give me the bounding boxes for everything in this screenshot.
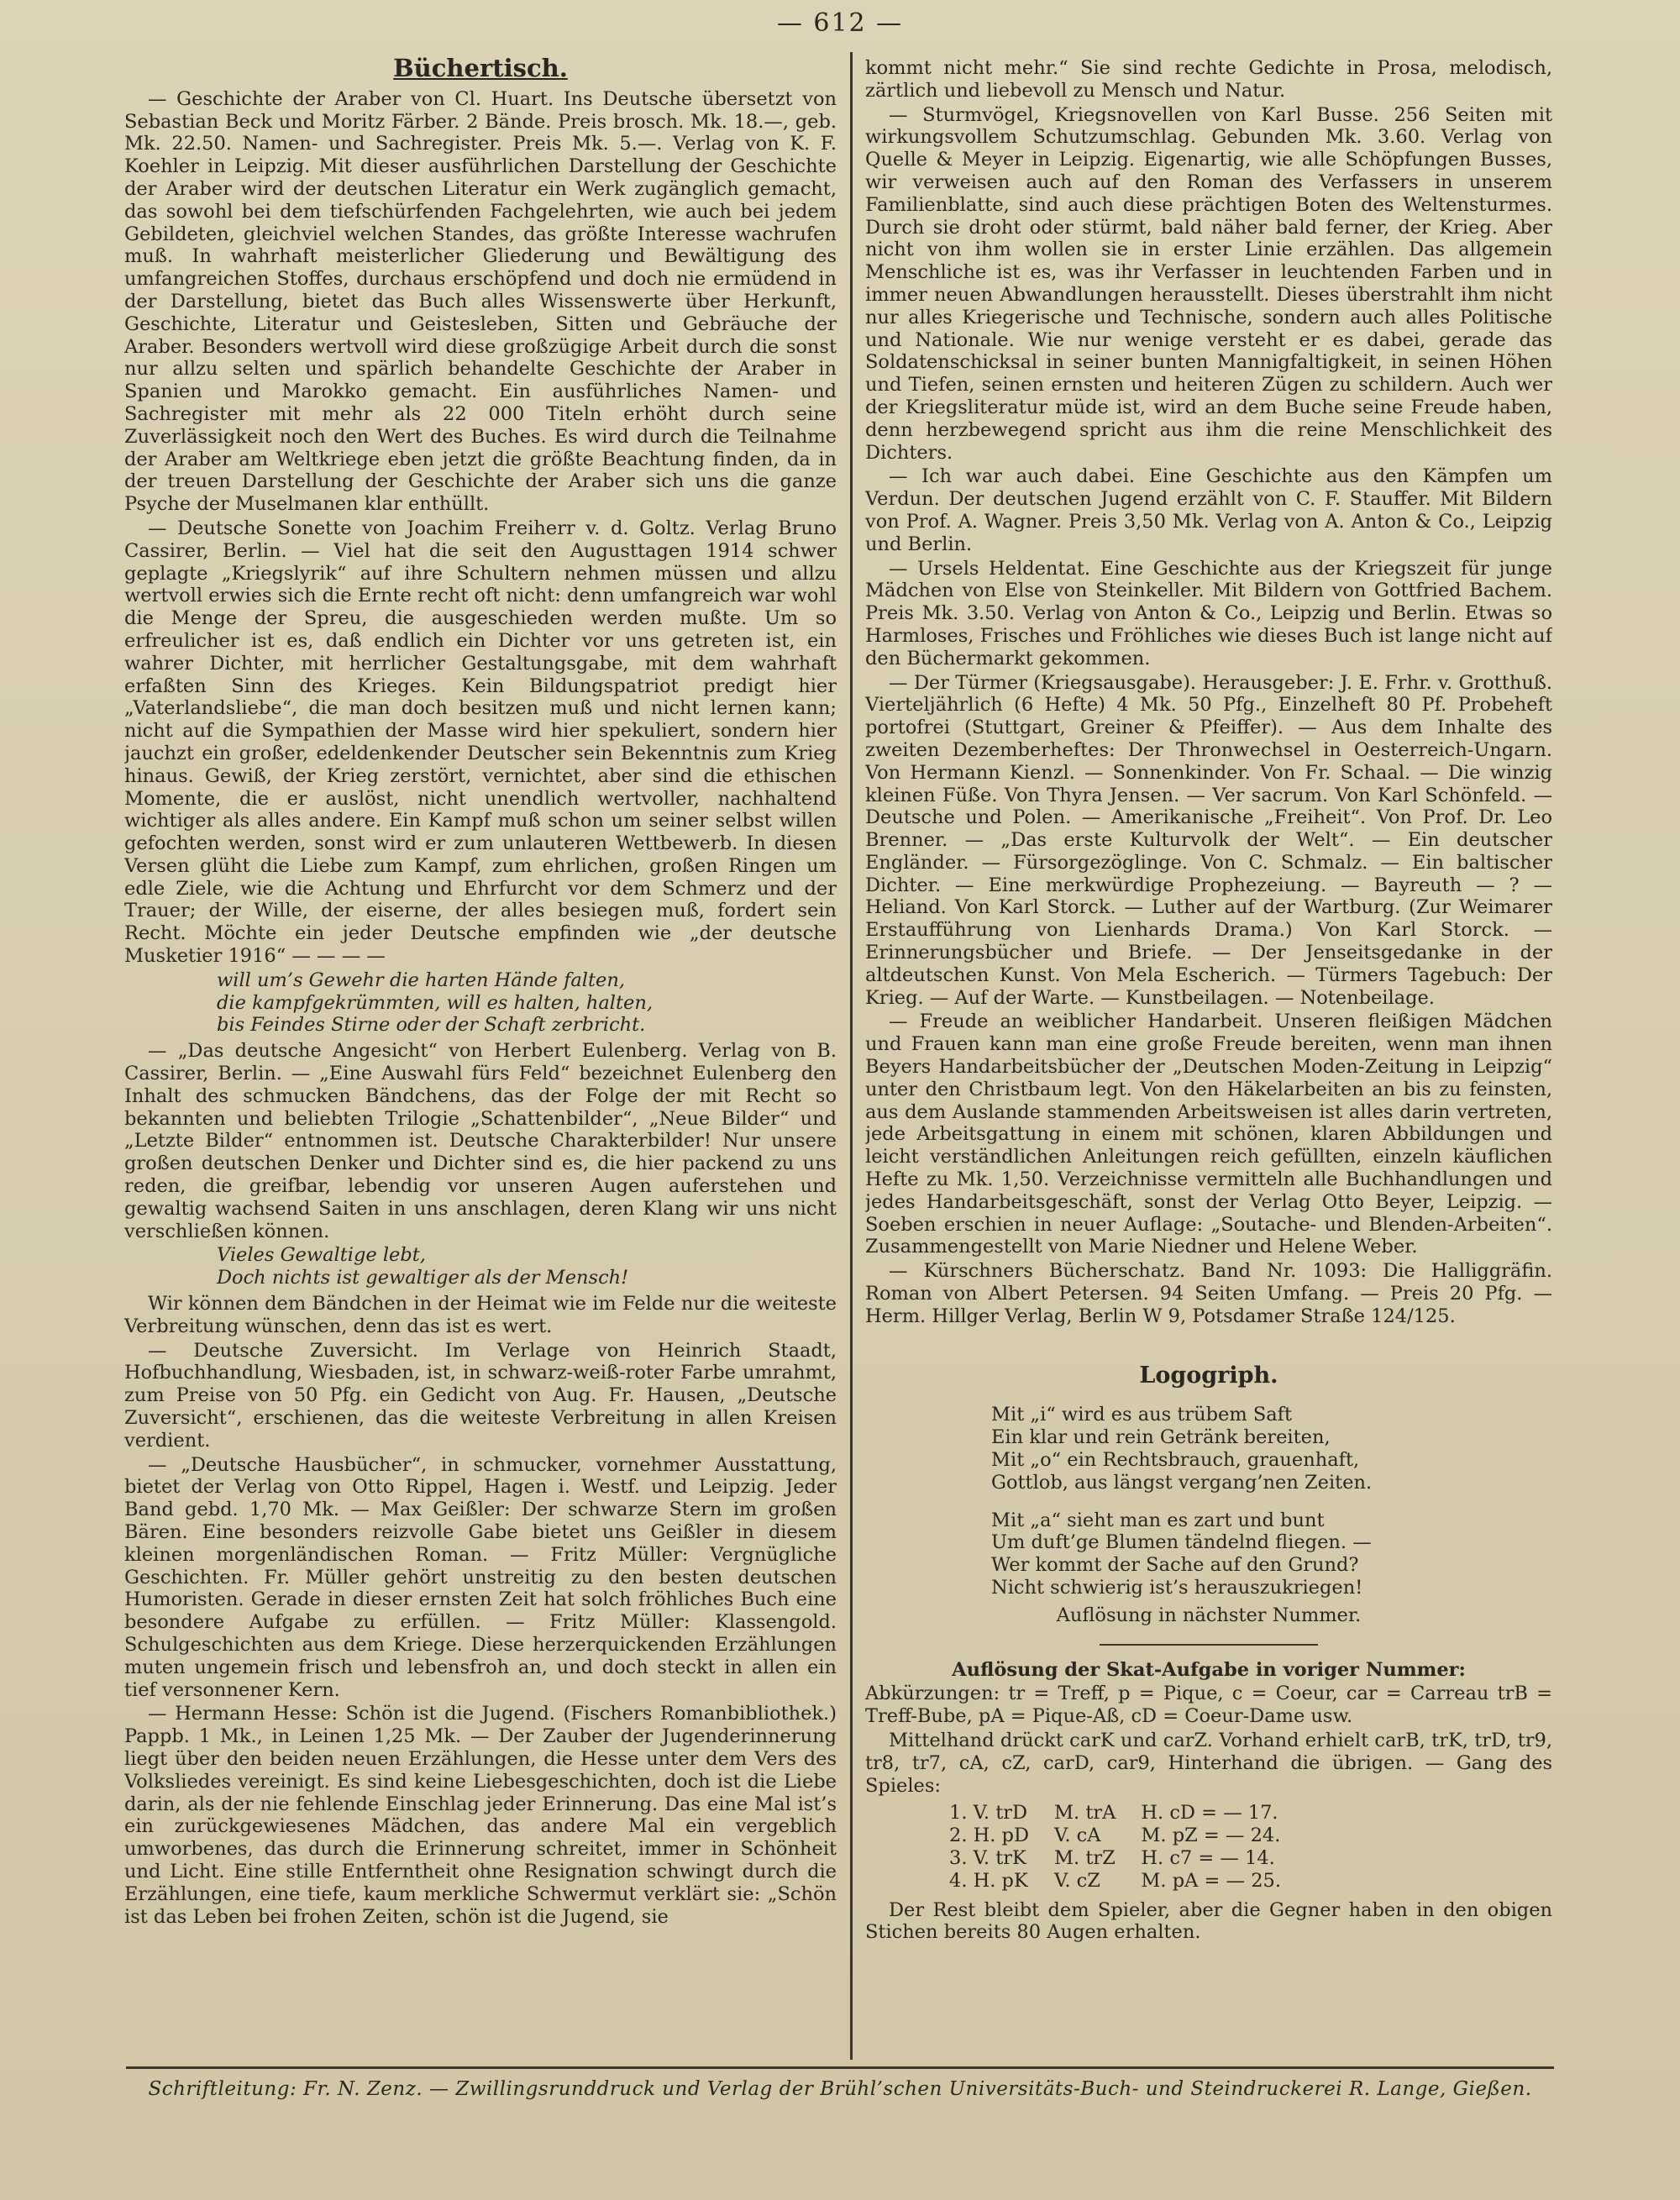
imprint-footer: Schriftleitung: Fr. N. Zenz. — Zwillingsrunddruck und Verlag der Brühl’schen Universitäts-Buch- und Steindruckerei R. Lange, Gießen. xyxy=(148,2078,1532,2100)
move-cell: 4. H. pK xyxy=(949,1869,1028,1892)
solution-text: Mittelhand drückt carK und carZ. Vorhand erhielt carB, trK, trD, tr9, tr8, tr7, cA, cZ, carD, car9, Hinterhand die übrigen. — Gang des Spieles: xyxy=(865,1729,1552,1797)
move-row xyxy=(949,1802,1306,1825)
review-hesse-cont: kommt nicht mehr.“ Sie sind rechte Gedichte in Prosa, melodisch, zärtlich und liebevoll zu Mensch und Natur. xyxy=(865,57,1552,102)
solution-title: Auflösung der Skat-Aufgabe in voriger Nummer: xyxy=(952,1658,1466,1681)
review-tuermer: — Der Türmer (Kriegsausgabe). Herausgeber: J. E. Frhr. v. Grotthuß. Vierteljährlich (6 Hefte) 4 Mk. 50 Pfg., Einzelheft 80 Pf. Probeheft portofrei (Stuttgart, Greiner & Pfeiffer). — Aus dem Inhalte des zweiten Dezemberheftes: Der Thronwechsel in Oesterreich-Ungarn. Von Hermann Kienzl. — Sonnenkinder. Von Fr. Schaal. — Die winzig kleinen Füße. Von Thyra Jensen. — Ver sacrum. Von Karl Schönfeld. — Deutsche und Polen. — Amerikanische „Freiheit“. Von Prof. Dr. Leo Brenner. — „Das erste Kulturvolk der Welt“. — Ein deutscher Engländer. — Fürsorgezöglinge. Von C. Schmalz. — Ein baltischer Dichter. — Eine merkwürdige Prophezeiung. — Bayreuth — ? — Heliand. Von Karl Storck. — Luther auf der Wartburg. (Zur Weimarer Erstaufführung von Lienhards Drama.) Von Karl Storck. — Erinnerungsbücher und Briefe. — Der Jenseitsgedanke in der altdeutschen Kunst. Von Mela Escherich. — Türmers Tagebuch: Der Krieg. — Auf der Warte. — Kunstbeilagen. — Notenbeilage. xyxy=(865,671,1552,1009)
logogriph-note: Auflösung in nächster Nummer. xyxy=(1056,1604,1362,1626)
quote-verse-musketier xyxy=(217,969,837,1037)
riddle-line: Gottlob, aus längst vergang’nen Zeiten. xyxy=(991,1471,1373,1494)
section-title: Büchertisch. xyxy=(393,57,568,82)
review-sturmvoegel: — Sturmvögel, Kriegsnovellen von Karl Busse. 256 Seiten mit wirkungsvollem Schutzumschlag. Gebunden Mk. 3.60. Verlag von Quelle & Meyer in Leipzig. Eigenartig, wie alle Schöpfungen Busses, wir verweisen auch auf den Roman des Verfassers in unserem Familienblatte, sind auch diese prächtigen Boten des Weltensturmes. Durch sie droht oder stürmt, bald näher bald ferner, der Krieg. Aber nicht von ihm wollen sie in erster Linie erzählen. Das allgemein Menschliche ist es, was ihr Verfasser in leuchtenden Farben und in immer neuen Abwandlungen herausstellt. Dieses überstrahlt ihm nicht nur alles Kriegerische und Technische, sondern auch alles Politische und Nationale. Wie nur wenige versteht er es dabei, gerade das Soldatenschicksal in seiner bunten Mannigfaltigkeit, in seinen Höhen und Tiefen, seinen ernsten und heiteren Zügen zu schildern. Auch wer der Kriegsliteratur müde ist, wird an dem Buche seine Freude haben, denn herzbewegend spricht aus ihm die reine Menschlichkeit des Dichters. xyxy=(865,103,1552,464)
logogriph-verse-2 xyxy=(991,1510,1552,1599)
riddle-line: Um duft’ge Blumen tändelnd fliegen. — xyxy=(991,1531,1372,1554)
review-hausbuecher: — „Deutsche Hausbücher“, in schmucker, vornehmer Ausstattung, bietet der Verlag von Otto Rippel, Hagen i. Westf. und Leipzig. Jeder Band gebd. 1,70 Mk. — Max Geißler: Der schwarze Stern im großen Bären. Eine besonders reizvolle Gabe bietet uns Geißler in diesem kleinen morgenländischen Roman. — Fritz Müller: Vergnügliche Geschichten. Fr. Müller gehört unstreitig zu den besten deutschen Humoristen. Gerade in dieser ernsten Zeit hat solch fröhliches Buch eine besondere Aufgabe zu erfüllen. — Fritz Müller: Klassengold. Schulgeschichten aus dem Kriege. Diese herzerquickenden Erzählungen muten ungemein frisch und lebensfroh an, und doch steckt in allen ein tief versonnener Kern. xyxy=(124,1453,837,1701)
move-cell: H. c7 = — 14. xyxy=(1141,1846,1275,1869)
review-hesse: — Hermann Hesse: Schön ist die Jugend. (Fischers Romanbibliothek.) Pappb. 1 Mk., in Leinen 1,25 Mk. — Der Zauber der Jugenderinnerung liegt über den beiden neuen Erzählungen, die Hesse unter dem Vers des Volksliedes vereinigt. Es sind keine Liebesgeschichten, doch ist die Liebe darin, als der nie fehlende Einschlag jeder Erinnerung. Das eine Mal ist’s ein zurückgewiesenes Mädchen, das andere Mal ein vergeblich umworbenes, das durch die Erinnerung schreitet, immer in Schönheit und Licht. Eine stille Entferntheit ohne Resignation schwingt durch die Erzählungen, eine tiefe, kaum merkliche Schwermut verklärt sie: „Schön ist das Leben bei frohen Zeiten, schön ist die Jugend, sie xyxy=(124,1703,837,1928)
move-cell: M. trA xyxy=(1054,1802,1116,1825)
review-ursel: — Ursels Heldentat. Eine Geschichte aus der Kriegszeit für junge Mädchen von Else von Steinkeller. Mit Bildern von Gottfried Bachem. Preis Mk. 3.50. Verlag von Anton & Co., Leipzig und Berlin. Etwas so Harmloses, Frisches und Fröhliches wie dieses Buch ist lange nicht auf den Büchermarkt gekommen. xyxy=(865,557,1552,669)
move-cell: M. pZ = — 24. xyxy=(1141,1825,1281,1847)
riddle-line: Mit „o“ ein Rechtsbrauch, grauenhaft, xyxy=(991,1449,1360,1472)
column-divider xyxy=(850,52,853,2060)
move-row xyxy=(949,1825,1306,1847)
move-cell: H. cD = — 17. xyxy=(1141,1802,1278,1825)
left-column xyxy=(124,57,837,2052)
verse-line: Doch nichts ist gewaltiger als der Mensch! xyxy=(217,1267,629,1289)
review-verdun: — Ich war auch dabei. Eine Geschichte aus den Kämpfen um Verdun. Der deutschen Jugend erzählt von C. F. Stauffer. Mit Bildern von Prof. A. Wagner. Preis 3,50 Mk. Verlag von A. Anton & Co., Leipzig und Berlin. xyxy=(865,465,1552,555)
riddle-line: Nicht schwierig ist’s herauszukriegen! xyxy=(991,1577,1363,1599)
review-huart: — Geschichte der Araber von Cl. Huart. Ins Deutsche übersetzt von Sebastian Beck und Moritz Färber. 2 Bände. Preis brosch. Mk. 18.—, geb. Mk. 22.50. Namen- und Sachregister. Preis Mk. 5.—. Verlag von K. F. Koehler in Leipzig. Mit dieser ausführlichen Darstellung der Geschichte der Araber wird der deutschen Literatur ein Werk zugänglich gemacht, das sowohl bei dem tiefschürfenden Fachgelehrten, wie auch bei jedem Gebildeten, gleichviel welchen Standes, das größte Interesse wachrufen muß. In wahrhaft meisterlicher Gliederung und Bewältigung des umfangreichen Stoffes, durchaus erschöpfend und doch nie ermüdend in der Darstellung, bietet das Buch alles Wissenswerte über Herkunft, Geschichte, Literatur und Geistesleben, Sitten und Gebräuche der Araber. Besonders wertvoll wird diese großzügige Arbeit durch die sonst nur allzu selten und spärlich behandelte Geschichte der Araber in Spanien und Marokko gemacht. Ein ausführliches Namen- und Sachregister mit mehr als 22 000 Titeln erhöht durch seine Zuverlässigkeit noch den Wert des Buches. Es wird durch die Teilnahme der Araber am Weltkriege eben jetzt die größte Beachtung finden, da in der treuen Darstellung der Geschichte der Araber sich uns die ganze Psyche der Muselmanen klar enthüllt. xyxy=(124,87,837,516)
review-angesicht: — „Das deutsche Angesicht“ von Herbert Eulenberg. Verlag von B. Cassirer, Berlin. — „Eine Auswahl fürs Feld“ bezeichnet Eulenberg den Inhalt des schmucken Bändchens, das der Folge der mit Recht so bekannten und beliebten Trilogie „Schattenbilder“, „Neue Bilder“ und „Letzte Bilder“ entnommen ist. Deutsche Charakterbilder! Nur unsere großen deutschen Denker und Dichter sind es, die hier packend zu uns reden, die greifbar, lebendig vor unseren Augen auferstehen und gewaltig wachsend Saiten in uns anschlagen, deren Klang wir uns nicht verschließen können. xyxy=(124,1040,837,1242)
verse-line: bis Feindes Stirne oder der Schaft zerbricht. xyxy=(217,1014,646,1037)
logogriph-title: Logogriph. xyxy=(1139,1362,1278,1389)
verse-line: Vieles Gewaltige lebt, xyxy=(217,1244,426,1267)
move-cell: 1. V. trD xyxy=(949,1802,1028,1825)
review-angesicht-end: Wir können dem Bändchen in der Heimat wie im Felde nur die weiteste Verbreitung wünschen, denn das ist es wert. xyxy=(124,1293,837,1337)
right-column xyxy=(865,57,1552,2052)
move-cell: V. cA xyxy=(1054,1825,1101,1847)
moves-table xyxy=(949,1802,1306,1892)
verse-line: will um’s Gewehr die harten Hände falten, xyxy=(217,969,626,991)
riddle-line: Wer kommt der Sache auf den Grund? xyxy=(991,1554,1359,1577)
move-row xyxy=(949,1847,1306,1870)
move-cell: 3. V. trK xyxy=(949,1846,1026,1869)
riddle-line: Mit „i“ wird es aus trübem Saft xyxy=(991,1404,1293,1426)
review-sonette: — Deutsche Sonette von Joachim Freiherr v. d. Goltz. Verlag Bruno Cassirer, Berlin. — Viel hat die seit den Augusttagen 1914 schwer geplagte „Kriegslyrik“ auf ihre Schultern nehmen müssen und allzu wertvoll erwies sich die Ernte recht oft nicht: denn umfangreich war wohl die Menge der Spreu, die ausgeschieden werden mußte. Um so erfreulicher ist es, daß endlich ein Dichter vor uns getreten ist, ein wahrer Dichter, mit herrlicher Gestaltungsgabe, mit dem wahrhaft erfaßten Sinn des Krieges. Kein Bildungspatriot predigt hier „Vaterlandsliebe“, die man doch besitzen muß und nicht lernen kann; nicht auf die Sympathien der Masse wird hier spekuliert, sondern hier jauchzt ein großer, edeldenkender Deutscher sein Bekenntnis zum Krieg hinaus. Gewiß, der Krieg zerstört, vernichtet, aber sind die ethischen Momente, die er auslöst, nicht unendlich wertvoller, nachhaltend wichtiger als alles andere. Ein Kampf muß schon um seiner selbst willen gefochten werden, sonst wird er zum unlauteren Wettbewerb. In diesen Versen glüht die Liebe zum Kampf, zum ehrlichen, großen Ringen um edle Ziele, wie die Achtung und Ehrfurcht vor dem Schmerz und der Trauer; der Wille, der eiserne, der alles besiegen muß, fordert sein Recht. Möchte ein jeder Deutsche empfinden wie „der deutsche Musketier 1916“ — — — — xyxy=(124,517,837,968)
move-cell: 2. H. pD xyxy=(949,1825,1029,1847)
move-row xyxy=(949,1870,1306,1893)
move-cell: M. trZ xyxy=(1054,1846,1116,1869)
footer-rule xyxy=(126,2066,1554,2069)
move-cell: M. pA = — 25. xyxy=(1141,1869,1281,1892)
logogriph-verse-1 xyxy=(991,1404,1552,1494)
review-kuerschner: — Kürschners Bücherschatz. Band Nr. 1093: Die Halliggräfin. Roman von Albert Petersen. 94 Seiten Umfang. — Preis 20 Pfg. — Herm. Hillger Verlag, Berlin W 9, Potsdamer Straße 124/125. xyxy=(865,1260,1552,1327)
review-handarbeit: — Freude an weiblicher Handarbeit. Unseren fleißigen Mädchen und Frauen kann man eine große Freude bereiten, wenn man ihnen Beyers Handarbeitsbücher der „Deutschen Moden-Zeitung in Leipzig“ unter den Christbaum legt. Von den Häkelarbeiten an bis zu feinsten, aus dem Auslande stammenden Arbeitsweisen ist alles darin vertreten, jede Arbeitsgattung in einem mit schönen, klaren Abbildungen und leicht verständlichen Anleitungen reich gefüllten, einzeln käuflichen Hefte zu Mk. 1,50. Verzeichnisse vermitteln alle Buchhandlungen und jedes Handarbeitsgeschäft, sonst der Verlag Otto Beyer, Leipzig. — Soeben erschien in neuer Auflage: „Soutache- und Blenden-Arbeiten“. Zusammengestellt von Marie Niedner und Helene Weber. xyxy=(865,1011,1552,1258)
move-cell: V. cZ xyxy=(1054,1869,1100,1892)
quote-verse-gewaltige xyxy=(217,1244,837,1289)
verse-line: die kampfgekrümmten, will es halten, halten, xyxy=(217,991,653,1014)
solution-abbreviations: Abkürzungen: tr = Treff, p = Pique, c = Coeur, car = Carreau trB = Treff-Bube, pA = Pique-Aß, cD = Coeur-Dame usw. xyxy=(865,1683,1552,1728)
review-zuversicht: — Deutsche Zuversicht. Im Verlage von Heinrich Staadt, Hofbuchhandlung, Wiesbaden, ist, in schwarz-weiß-roter Farbe umrahmt, zum Preise von 50 Pfg. ein Gedicht von Aug. Fr. Hausen, „Deutsche Zuversicht“, erschienen, das die weiteste Verbreitung in allen Kreisen verdient. xyxy=(124,1339,837,1452)
page-number: — 612 — xyxy=(776,8,904,38)
section-rule xyxy=(1100,1644,1318,1646)
solution-end: Der Rest bleibt dem Spieler, aber die Gegner haben in den obigen Stichen bereits 80 Augen erhalten. xyxy=(865,1898,1552,1944)
riddle-line: Mit „a“ sieht man es zart und bunt xyxy=(991,1509,1325,1531)
riddle-line: Ein klar und rein Getränk bereiten, xyxy=(991,1426,1331,1449)
